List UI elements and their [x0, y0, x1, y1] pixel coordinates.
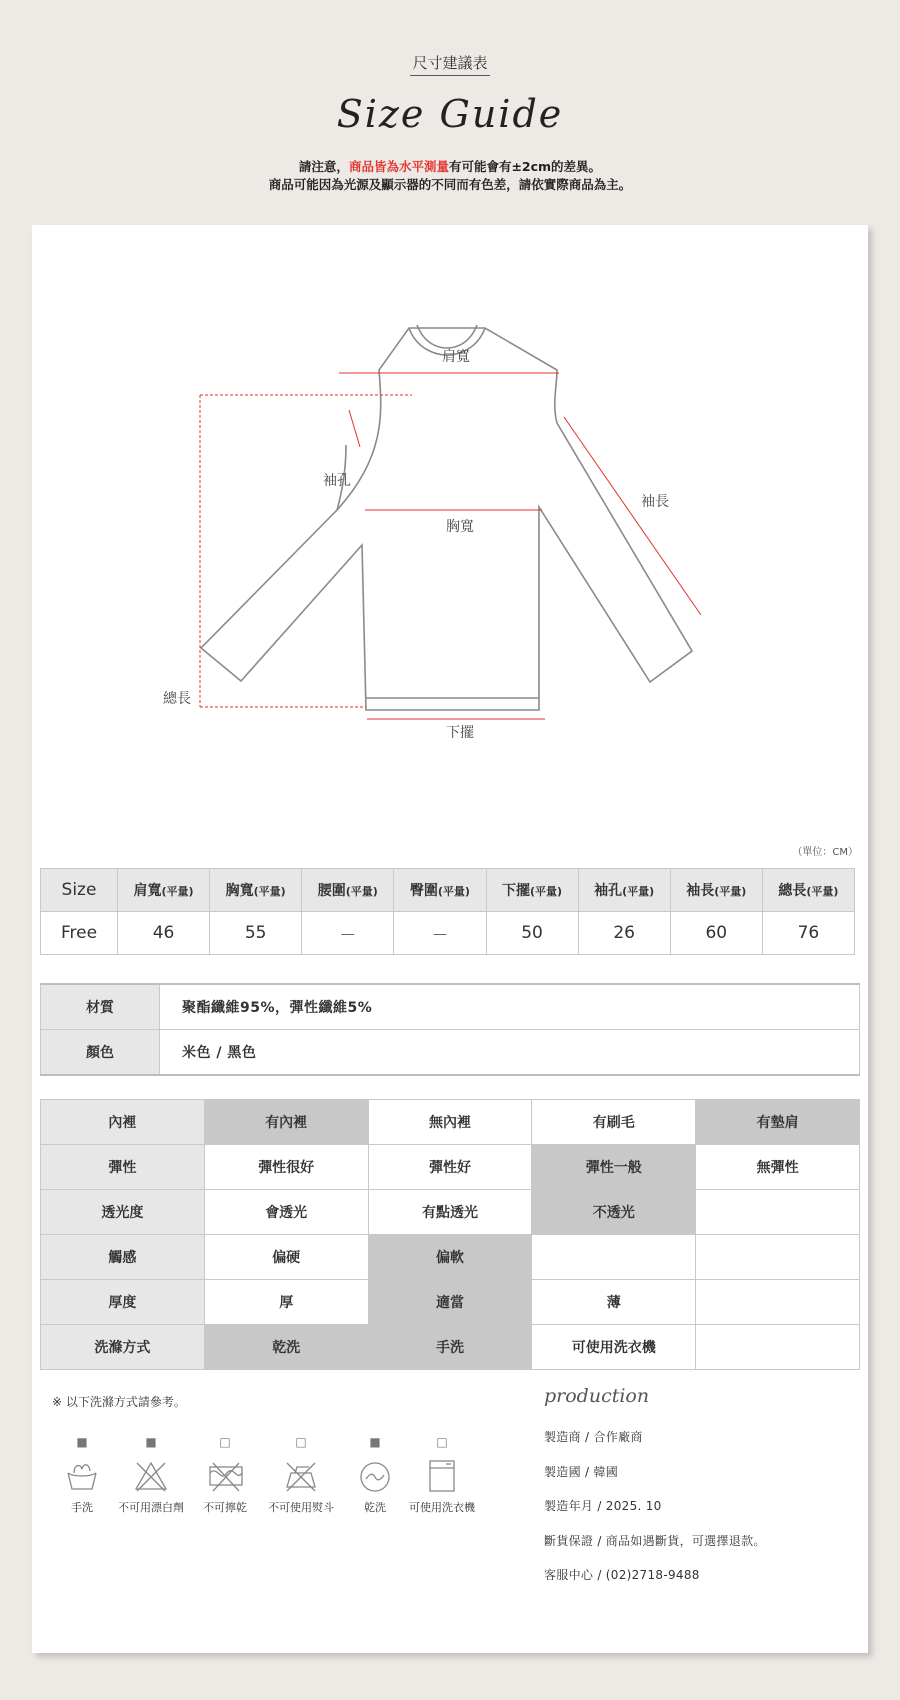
- attribute-option: 無彈性: [696, 1145, 860, 1190]
- attribute-option: 手洗: [368, 1325, 532, 1370]
- measurement-cell: 60: [670, 912, 762, 955]
- production-line: 製造國 / 韓國: [544, 1464, 619, 1479]
- production-line: 客服中心 / (02)2718-9488: [544, 1568, 700, 1582]
- garment-diagram: [32, 225, 868, 765]
- washing-machine-icon: [397, 1459, 487, 1493]
- size-column-header: [118, 869, 210, 912]
- size-header: Size: [41, 869, 118, 912]
- attribute-option: 偏軟: [368, 1235, 532, 1280]
- size-table: [40, 868, 855, 955]
- attribute-row: [41, 1145, 860, 1190]
- size-column-header: [762, 869, 854, 912]
- attribute-table: [40, 1099, 860, 1370]
- measurement-cell: 76: [762, 912, 854, 955]
- attribute-option: 彈性很好: [204, 1145, 368, 1190]
- material-key: 材質: [41, 984, 160, 1030]
- production-line: 製造年月 / 2025. 10: [544, 1499, 662, 1513]
- care-label: 可使用洗衣機: [409, 1501, 475, 1514]
- attribute-option: 無內裡: [368, 1100, 532, 1145]
- unchecked-box: □: [295, 1435, 307, 1449]
- notice-line-2: 商品可能因為光源及顯示器的不同而有色差，請依實際商品為主。: [268, 177, 632, 192]
- checked-box: ■: [76, 1435, 88, 1449]
- attribute-row: [41, 1235, 860, 1280]
- attribute-row: [41, 1190, 860, 1235]
- production-line: 斷貨保證 / 商品如遇斷貨，可選擇退款。: [544, 1533, 766, 1548]
- attribute-key: 彈性: [41, 1145, 205, 1190]
- unchecked-box: □: [219, 1435, 231, 1449]
- notice-line-1: 請注意，商品皆為水平測量有可能會有±2cm的差異。: [298, 159, 602, 174]
- size-column-header: [394, 869, 486, 912]
- attribute-option: 適當: [368, 1280, 532, 1325]
- checked-box: ■: [145, 1435, 157, 1449]
- size-guide-label: 尺寸建議表: [0, 52, 900, 73]
- production-title: production: [544, 1385, 650, 1407]
- care-label: 乾洗: [364, 1501, 386, 1514]
- measurement-cell: 50: [486, 912, 578, 955]
- size-column-name: 胸寬: [225, 883, 254, 899]
- measurement-cell: 55: [210, 912, 302, 955]
- attribute-row: [41, 1280, 860, 1325]
- size-row: [41, 912, 855, 955]
- attribute-option: 會透光: [204, 1190, 368, 1235]
- armhole-label: 袖孔: [323, 473, 351, 489]
- attribute-option: 有墊肩: [696, 1100, 860, 1145]
- shoulder-label: 肩寬: [442, 349, 470, 365]
- sleeve-measure-line: [564, 417, 701, 615]
- size-column-sub: (平量): [530, 885, 563, 898]
- unchecked-box: □: [436, 1435, 448, 1449]
- attribute-option: 有點透光: [368, 1190, 532, 1235]
- material-value: 聚酯纖維95%，彈性纖維5%: [160, 984, 860, 1030]
- attribute-option: [532, 1235, 696, 1280]
- size-column-sub: (平量): [622, 885, 655, 898]
- size-column-name: 總長: [778, 883, 807, 899]
- length-measure-line: [200, 395, 412, 707]
- unit-label: （單位：CM）: [792, 847, 858, 858]
- measure-lines: [200, 373, 701, 719]
- page-title: Size Guide: [336, 92, 564, 136]
- hem-label: 下擺: [446, 725, 474, 741]
- size-column-sub: (平量): [253, 885, 286, 898]
- attribute-option: 彈性好: [368, 1145, 532, 1190]
- notice-highlight: 商品皆為水平測量: [348, 159, 449, 174]
- measurement-cell: 26: [578, 912, 670, 955]
- attribute-option: 有刷毛: [532, 1100, 696, 1145]
- attribute-option: [696, 1280, 860, 1325]
- size-column-header: [486, 869, 578, 912]
- attribute-option: [696, 1190, 860, 1235]
- attribute-key: 觸感: [41, 1235, 205, 1280]
- production-line: 製造商 / 合作廠商: [544, 1430, 643, 1444]
- material-row: [41, 984, 860, 1030]
- attribute-row: [41, 1325, 860, 1370]
- care-note: ※ 以下洗滌方式請參考。: [52, 1395, 186, 1409]
- attribute-option: [696, 1235, 860, 1280]
- material-table: [40, 983, 860, 1076]
- armhole-measure-line: [349, 410, 360, 447]
- size-column-header: [302, 869, 394, 912]
- chest-label: 胸寬: [446, 519, 474, 535]
- attribute-option: 薄: [532, 1280, 696, 1325]
- attribute-key: 內裡: [41, 1100, 205, 1145]
- size-column-sub: (平量): [806, 885, 839, 898]
- care-label: 不可擰乾: [203, 1501, 247, 1514]
- sleeve-label: 袖長: [641, 494, 669, 510]
- attribute-option: 乾洗: [204, 1325, 368, 1370]
- attribute-option: 偏硬: [204, 1235, 368, 1280]
- attribute-row: [41, 1100, 860, 1145]
- size-guide-panel: [32, 225, 868, 1653]
- sweater-outline: [201, 325, 692, 710]
- size-column-header: [670, 869, 762, 912]
- attribute-key: 洗滌方式: [41, 1325, 205, 1370]
- size-column-sub: (平量): [161, 885, 194, 898]
- attribute-key: 厚度: [41, 1280, 205, 1325]
- size-column-name: 肩寬: [133, 883, 162, 899]
- checked-box: ■: [369, 1435, 381, 1449]
- size-column-name: 袖長: [686, 883, 715, 899]
- size-column-sub: (平量): [714, 885, 747, 898]
- attribute-option: 有內裡: [204, 1100, 368, 1145]
- length-label: 總長: [163, 691, 191, 707]
- attribute-option: 厚: [204, 1280, 368, 1325]
- material-key: 顏色: [41, 1030, 160, 1076]
- attribute-option: 不透光: [532, 1190, 696, 1235]
- size-column-sub: (平量): [437, 885, 470, 898]
- care-label: 不可使用熨斗: [268, 1501, 334, 1514]
- size-cell: Free: [41, 912, 118, 955]
- measurement-cell: －: [394, 912, 486, 955]
- size-column-name: 臀圍: [409, 883, 438, 899]
- attribute-option: [696, 1325, 860, 1370]
- size-column-name: 下擺: [502, 883, 531, 899]
- size-column-sub: (平量): [345, 885, 378, 898]
- care-item: [397, 1435, 487, 1515]
- material-row: [41, 1030, 860, 1076]
- care-label: 不可用漂白劑: [118, 1501, 184, 1514]
- measurement-cell: 46: [118, 912, 210, 955]
- size-column-header: [578, 869, 670, 912]
- material-value: 米色 / 黑色: [160, 1030, 860, 1076]
- measurement-cell: －: [302, 912, 394, 955]
- size-column-name: 腰圍: [317, 883, 346, 899]
- care-label: 手洗: [71, 1501, 93, 1514]
- size-column-name: 袖孔: [594, 883, 623, 899]
- attribute-option: 可使用洗衣機: [532, 1325, 696, 1370]
- size-column-header: [210, 869, 302, 912]
- attribute-key: 透光度: [41, 1190, 205, 1235]
- attribute-option: 彈性一般: [532, 1145, 696, 1190]
